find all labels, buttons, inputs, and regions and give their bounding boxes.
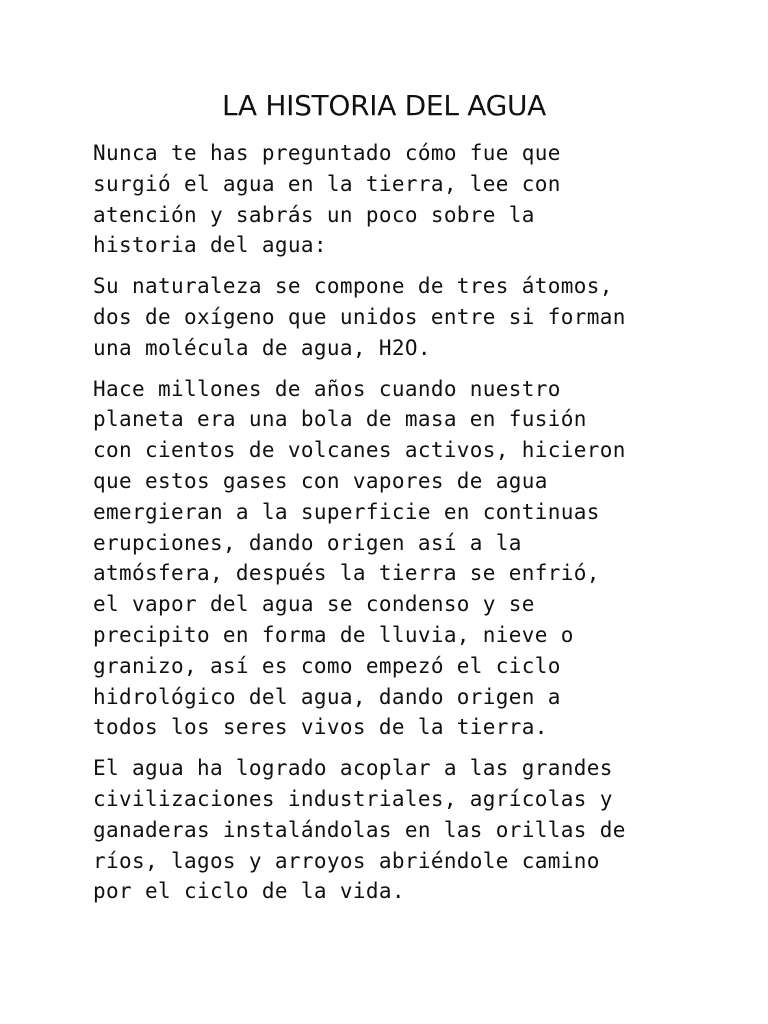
document-body: [93, 138, 693, 917]
paragraph-origin: Hace millones de años cuando nuestro planeta era una bola de masa en fusión con cientos de volcanes activos, hicieron que estos gases con vapores de agua emergieran a la superficie en continuas erupciones, dando origen así a la atmósfera, después la tierra se enfrió, el vapor del agua se condenso y se precipito en forma de lluvia, nieve o granizo, así es como empezó el ciclo hidrológico del agua, dando origen a todos los seres vivos de la tierra.: [93, 376, 626, 740]
paragraph-intro: Nunca te has preguntado cómo fue que surgió el agua en la tierra, lee con atención y sabrás un poco sobre la historia del agua:: [93, 141, 561, 258]
document-title: LA HISTORIA DEL AGUA: [221, 89, 547, 122]
paragraph-composition: Su naturaleza se compone de tres átomos, dos de oxígeno que unidos entre si forman una molécula de agua, H2O.: [93, 274, 626, 360]
paragraph-civilizations: El agua ha logrado acoplar a las grandes civilizaciones industriales, agrícolas y ganaderas instalándolas en las orillas de ríos, lagos y arroyos abriéndole camino por el ciclo de la vida.: [93, 756, 626, 904]
